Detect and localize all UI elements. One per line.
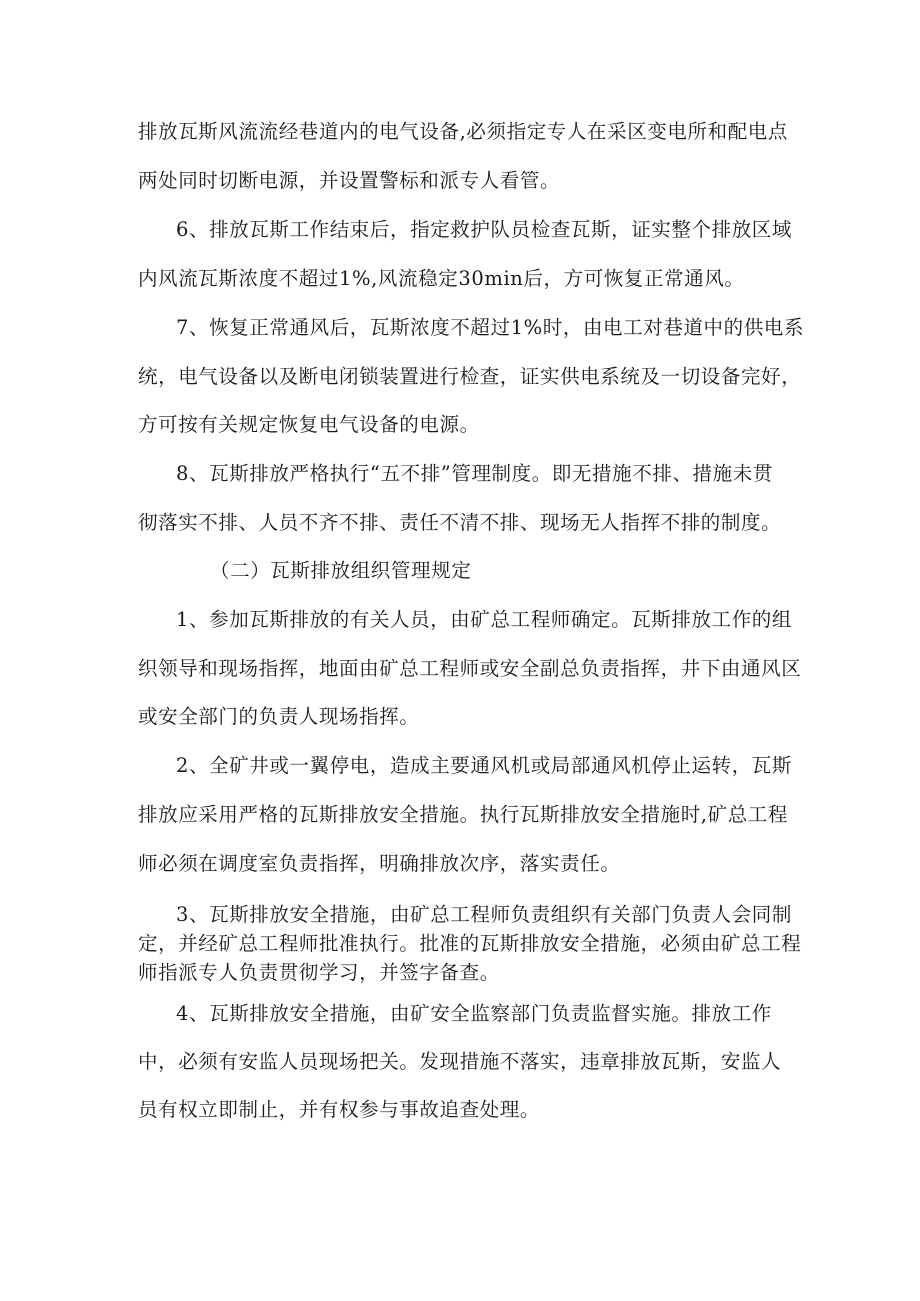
text-line: 统，电气设备以及断电闭锁装置进行检查，证实供电系统及一切设备完好，: [138, 365, 802, 388]
text-line: 员有权立即制止，并有权参与事故追查处理。: [138, 1098, 541, 1121]
text-line: 织领导和现场指挥，地面由矿总工程师或安全副总负责指挥，井下由通风区: [138, 657, 802, 680]
text-line: 或安全部门的负责人现场指挥。: [138, 705, 420, 728]
text-line: 中，必须有安监人员现场把关。发现措施不落实，违章排放瓦斯，安监人: [138, 1050, 782, 1073]
text-line: 6、排放瓦斯工作结束后，指定救护队员检查瓦斯，证实整个排放区域: [176, 218, 793, 241]
text-line: 师必须在调度室负责指挥，明确排放次序，落实责任。: [138, 852, 621, 875]
text-line: 2、全矿井或一翼停电，造成主要通风机或局部通风机停止运转，瓦斯: [176, 754, 793, 777]
text-line: 彻落实不排、人员不齐不排、责任不清不排、现场无人指挥不排的制度。: [138, 511, 782, 534]
text-line: 内风流瓦斯浓度不超过1%,风流稳定30min后，方可恢复正常通风。: [138, 267, 745, 290]
text-line: 定，并经矿总工程师批准执行。批准的瓦斯排放安全措施，必须由矿总工程: [138, 932, 802, 955]
text-line: 两处同时切断电源，并设置警标和派专人看管。: [138, 169, 561, 192]
section-heading: （二）瓦斯排放组织管理规定: [210, 559, 472, 582]
text-line: 4、瓦斯排放安全措施，由矿安全监察部门负责监督实施。排放工作: [176, 1002, 772, 1025]
text-line: 3、瓦斯排放安全措施，由矿总工程师负责组织有关部门负责人会同制: [176, 903, 793, 926]
text-line: 1、参加瓦斯排放的有关人员，由矿总工程师确定。瓦斯排放工作的组: [176, 608, 793, 631]
text-line: 师指派专人负责贯彻学习，并签字备查。: [138, 961, 500, 984]
text-line: 排放瓦斯风流流经巷道内的电气设备,必须指定专人在采区变电所和配电点: [138, 120, 788, 143]
text-line: 8、瓦斯排放严格执行“五不排”管理制度。即无措施不排、措施未贯: [176, 462, 773, 485]
text-line: 排放应采用严格的瓦斯排放安全措施。执行瓦斯排放安全措施时,矿总工程: [138, 803, 788, 826]
text-line: 方可按有关规定恢复电气设备的电源。: [138, 413, 480, 436]
text-line: 7、恢复正常通风后，瓦斯浓度不超过1%时，由电工对巷道中的供电系: [176, 316, 805, 339]
